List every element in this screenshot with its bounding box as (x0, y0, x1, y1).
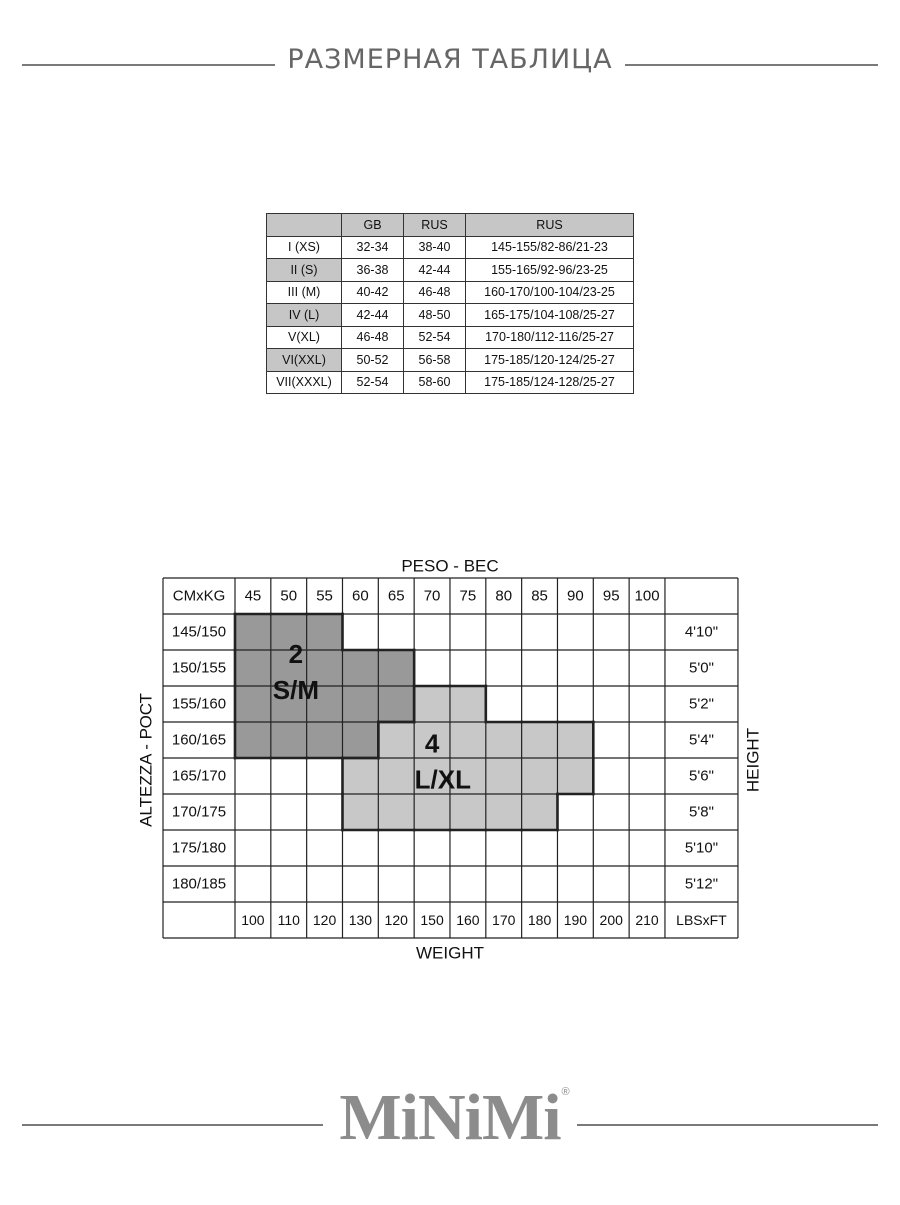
lbs-tick: 120 (312, 912, 337, 928)
kg-tick: 100 (634, 587, 660, 605)
size-table-cell: 160-170/100-104/23-25 (466, 281, 634, 304)
zone-cell (378, 650, 414, 686)
axis-title-height: HEIGHT (743, 727, 763, 793)
lbs-tick: 130 (348, 912, 373, 928)
size-table-cell: 40-42 (342, 281, 404, 304)
ft-tick: 5'2" (689, 695, 714, 713)
size-table-cell: 56-58 (404, 349, 466, 372)
ft-tick: 5'10" (684, 839, 719, 857)
size-table-cell: 32-34 (342, 236, 404, 259)
lbs-tick: 120 (384, 912, 408, 928)
size-table-cell: 155-165/92-96/23-25 (466, 259, 634, 282)
cm-tick: 165/170 (171, 767, 227, 785)
lbs-tick: 200 (599, 912, 623, 928)
cm-tick: 150/155 (171, 659, 227, 677)
zone-label-sm: S/M (272, 675, 320, 705)
lbs-tick: 190 (563, 912, 588, 928)
corner-label-lbsxft: LBSxFT (676, 912, 727, 928)
lbs-tick: 100 (241, 912, 265, 928)
cm-tick: 175/180 (171, 839, 227, 857)
size-table-cell: 46-48 (342, 326, 404, 349)
zone-cell (342, 722, 378, 758)
size-table-cell: II (S) (267, 259, 342, 282)
zone-cell (342, 794, 378, 830)
size-table-cell: 175-185/124-128/25-27 (466, 371, 634, 394)
zone-cell (378, 722, 414, 758)
cm-tick: 170/175 (171, 803, 227, 821)
ft-tick: 5'8" (689, 803, 714, 821)
size-table-cell: VII(XXXL) (267, 371, 342, 394)
axis-title-weight: WEIGHT (416, 943, 484, 963)
brand-logo: MiNiMi ® (0, 1085, 900, 1151)
zone-cell (486, 758, 522, 794)
kg-tick: 50 (280, 587, 298, 605)
kg-tick: 90 (567, 587, 584, 605)
size-table-header-cell: GB (342, 214, 404, 237)
size-table-header-cell: RUS (466, 214, 634, 237)
kg-tick: 65 (387, 587, 405, 605)
registered-mark: ® (561, 1086, 569, 1098)
ft-tick: 5'4" (689, 731, 714, 749)
zone-cell (378, 686, 414, 722)
kg-tick: 55 (316, 587, 333, 605)
lbs-tick: 160 (456, 912, 480, 928)
size-table-cell: 58-60 (404, 371, 466, 394)
kg-tick: 70 (423, 587, 441, 605)
zone-cell (235, 650, 271, 686)
zone-cell (557, 722, 593, 758)
size-table-cell: 52-54 (404, 326, 466, 349)
zone-number-lxl: 4 (424, 728, 440, 759)
axis-title-peso: PESO - ВЕС (401, 556, 499, 576)
zone-cell (414, 686, 450, 722)
lbs-tick: 210 (635, 912, 659, 928)
kg-tick: 75 (459, 587, 477, 605)
kg-tick: 85 (531, 587, 548, 605)
size-table-cell: 46-48 (404, 281, 466, 304)
zone-cell (557, 758, 593, 794)
zone-cell (307, 722, 343, 758)
size-table-cell: 36-38 (342, 259, 404, 282)
zone-cell (235, 686, 271, 722)
kg-tick: 45 (244, 587, 262, 605)
zone-cell (235, 722, 271, 758)
size-table-cell: 48-50 (404, 304, 466, 327)
kg-tick: 60 (352, 587, 369, 605)
kg-tick: 80 (495, 587, 513, 605)
size-table-cell: 50-52 (342, 349, 404, 372)
ft-tick: 5'12" (684, 875, 719, 893)
size-table-cell: IV (L) (267, 304, 342, 327)
zone-number-sm: 2 (288, 639, 304, 669)
zone-cell (414, 794, 450, 830)
zone-label-lxl: L/XL (414, 764, 471, 795)
page-title: РАЗМЕРНАЯ ТАБЛИЦА (0, 44, 900, 75)
cm-tick: 145/150 (171, 623, 227, 641)
lbs-tick: 170 (492, 912, 516, 928)
zone-cell (486, 722, 522, 758)
axis-title-altezza: ALTEZZA - РОСТ (136, 693, 156, 827)
zone-cell (378, 794, 414, 830)
size-table-cell: 52-54 (342, 371, 404, 394)
zone-cell (342, 686, 378, 722)
zone-cell (450, 794, 486, 830)
zone-cell (307, 614, 343, 650)
zone-cell (522, 794, 558, 830)
size-table-cell: 145-155/82-86/21-23 (466, 236, 634, 259)
ft-tick: 4'10" (684, 623, 719, 641)
zone-cell (522, 722, 558, 758)
lbs-tick: 110 (277, 912, 300, 928)
zone-cell (522, 758, 558, 794)
size-table-cell: 170-180/112-116/25-27 (466, 326, 634, 349)
size-table-cell: I (XS) (267, 236, 342, 259)
size-table-cell: 175-185/120-124/25-27 (466, 349, 634, 372)
zone-cell (450, 722, 486, 758)
zone-cell (342, 758, 378, 794)
zone-cell (450, 686, 486, 722)
lbs-tick: 180 (527, 912, 552, 928)
zone-cell (271, 722, 307, 758)
ft-tick: 5'6" (689, 767, 714, 785)
size-table-header-cell: RUS (404, 214, 466, 237)
size-table-cell: 42-44 (342, 304, 404, 327)
size-table-cell: 38-40 (404, 236, 466, 259)
kg-tick: 95 (602, 587, 620, 605)
cm-tick: 160/165 (171, 731, 227, 749)
zone-cell (378, 758, 414, 794)
size-table-cell: V(XL) (267, 326, 342, 349)
cm-tick: 180/185 (171, 875, 227, 893)
size-table-cell: III (M) (267, 281, 342, 304)
lbs-tick: 150 (420, 912, 444, 928)
ft-tick: 5'0" (689, 659, 714, 677)
size-table-cell: 42-44 (404, 259, 466, 282)
cm-tick: 155/160 (171, 695, 227, 713)
zone-cell (235, 614, 271, 650)
corner-label-cmxkg: CMxKG (172, 587, 226, 605)
size-table-cell: 165-175/104-108/25-27 (466, 304, 634, 327)
size-table-cell: VI(XXL) (267, 349, 342, 372)
zone-cell (486, 794, 522, 830)
zone-cell (342, 650, 378, 686)
